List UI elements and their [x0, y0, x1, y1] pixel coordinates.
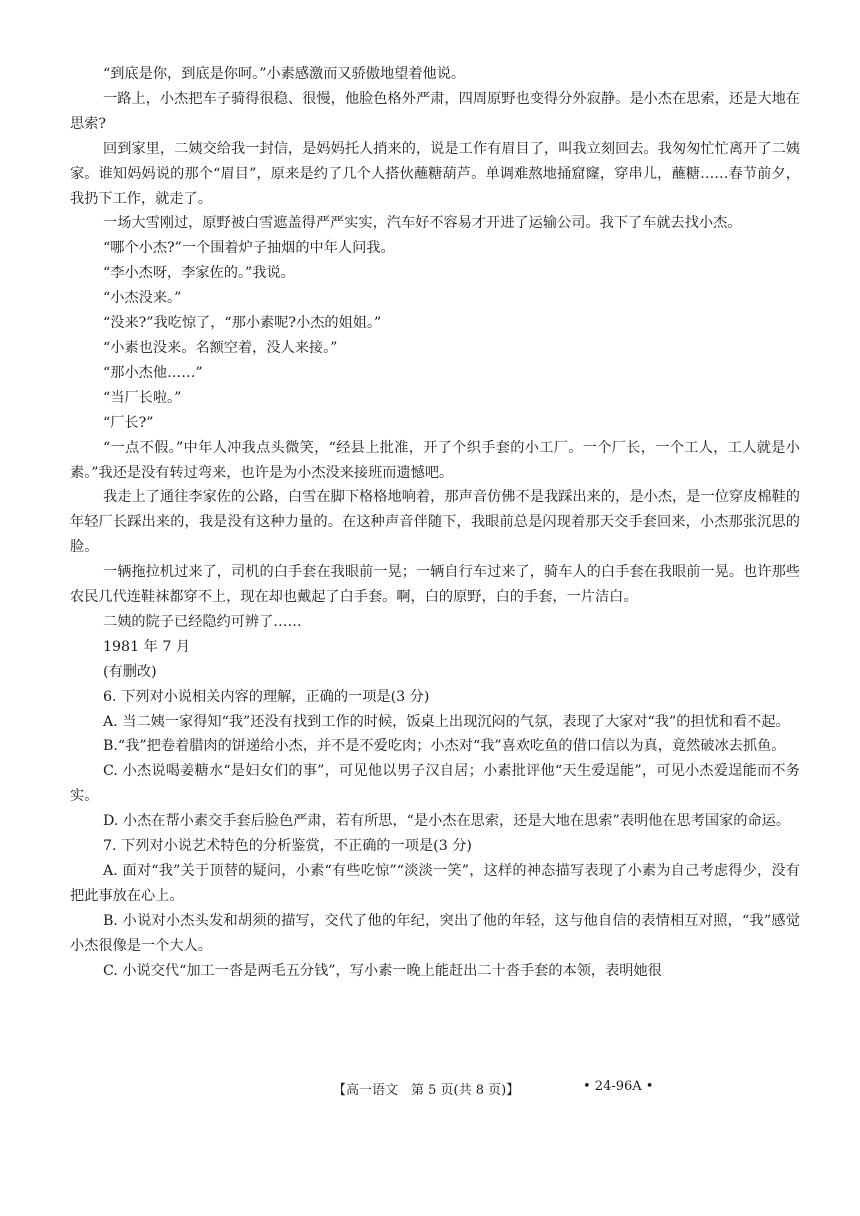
paragraph: 一辆拖拉机过来了，司机的白手套在我眼前一晃；一辆自行车过来了，骑车人的白手套在我眼前一晃。也许那些农民几代连鞋袜都穿不上，现在却也戴起了白手套。啊，白的原野，白的手套，一片洁白。 — [70, 564, 800, 606]
paragraph: 二姨的院子已经隐约可辨了…… — [103, 613, 302, 630]
question-6: 6. 下列对小说相关内容的理解，正确的一项是(3 分) — [103, 688, 430, 705]
paragraph: “到底是你，到底是你呵。”小素感激而又骄傲地望着他说。 — [103, 66, 466, 82]
text-body — [70, 62, 800, 984]
question-7-option-c: C. 小说交代“加工一沓是两毛五分钱”，写小素一晚上能赶出二十沓手套的本领，表明她很 — [103, 962, 662, 979]
source-note: (有删改) — [103, 663, 157, 680]
paragraph: 一路上，小杰把车子骑得很稳、很慢，他脸色格外严肃，四周原野也变得分外寂静。是小杰在思索，还是大地在思索? — [70, 90, 800, 132]
dialogue-line: “小杰没来。” — [103, 290, 182, 307]
question-7: 7. 下列对小说艺术特色的分析鉴赏，不正确的一项是(3 分) — [103, 838, 472, 855]
paragraph: 我走上了通往李家佐的公路，白雪在脚下格格地响着，那声音仿佛不是我踩出来的，是小杰，是一位穿皮棉鞋的年轻厂长踩出来的，我是没有这种力量的。在这种声音伴随下，我眼前总是闪现着那天交手套回来，小杰那张沉思的脸。 — [70, 489, 800, 556]
dialogue-line: “哪个小杰?”一个围着炉子抽烟的中年人问我。 — [103, 240, 395, 257]
paragraph: “一点不假。”中年人冲我点头微笑，“经县上批准，开了个织手套的小工厂。一个厂长，一个工人，工人就是小素。”我还是没有转过弯来，也许是为小杰没来接班而遗憾吧。 — [70, 439, 800, 481]
page-number: 【高一语文 第 5 页(共 8 页)】 — [333, 1083, 520, 1098]
question-6-option-d: D. 小杰在帮小素交手套后脸色严肃，若有所思，“是小杰在思索，还是大地在思索”表明他在思考国家的命运。 — [103, 813, 791, 830]
question-6-option-a: A. 当二姨一家得知“我”还没有找到工作的时候，饭桌上出现沉闷的气氛，表现了大家对“我”的担忧和看不起。 — [103, 713, 790, 730]
dialogue-line: “当厂长啦。” — [103, 389, 182, 406]
question-6-option-b: B.“我”把卷着腊肉的饼递给小杰，并不是不爱吃肉；小杰对“我”喜欢吃鱼的借口信以为真，竟然破冰去抓鱼。 — [103, 738, 786, 755]
paragraph: 回到家里，二姨交给我一封信，是妈妈托人捎来的，说是工作有眉目了，叫我立刻回去。我匆匆忙忙离开了二姨家。谁知妈妈说的那个“眉目”，原来是约了几个人搭伙蘸糖葫芦。单调难熬地捅窟窿，穿串儿，蘸糖……春节前夕，我扔下工作，就走了。 — [70, 140, 800, 207]
question-7-option-a: A. 面对“我”关于顶替的疑问，小素“有些吃惊”“淡淡一笑”，这样的神态描写表现了小素为自己考虑得少，没有把此事放在心上。 — [70, 863, 800, 904]
dialogue-line: “厂长?” — [103, 414, 154, 431]
paragraph: 一场大雪刚过，原野被白雪遮盖得严严实实，汽车好不容易才开进了运输公司。我下了车就去找小杰。 — [103, 215, 742, 232]
question-7-option-b: B. 小说对小杰头发和胡须的描写，交代了他的年纪，突出了他的年轻，这与他自信的表情相互对照，“我”感觉小杰很像是一个大人。 — [70, 912, 800, 954]
question-6-option-c: C. 小杰说喝姜糖水“是妇女们的事”，可见他以男子汉自居；小素批评他“天生爱逞能”，可见小杰爱逞能而不务实。 — [70, 763, 800, 805]
dialogue-line: “那小杰他……” — [103, 364, 203, 381]
date-line: 1981 年 7 月 — [103, 638, 191, 655]
dialogue-line: “李小杰呀，李家佐的。”我说。 — [103, 265, 295, 282]
dialogue-line: “小素也没来。名额空着，没人来接。” — [103, 339, 338, 356]
dialogue-line: “没来?”我吃惊了，“那小素呢?小杰的姐姐。” — [103, 315, 382, 332]
exam-code: • 24-96A • — [583, 1079, 654, 1094]
